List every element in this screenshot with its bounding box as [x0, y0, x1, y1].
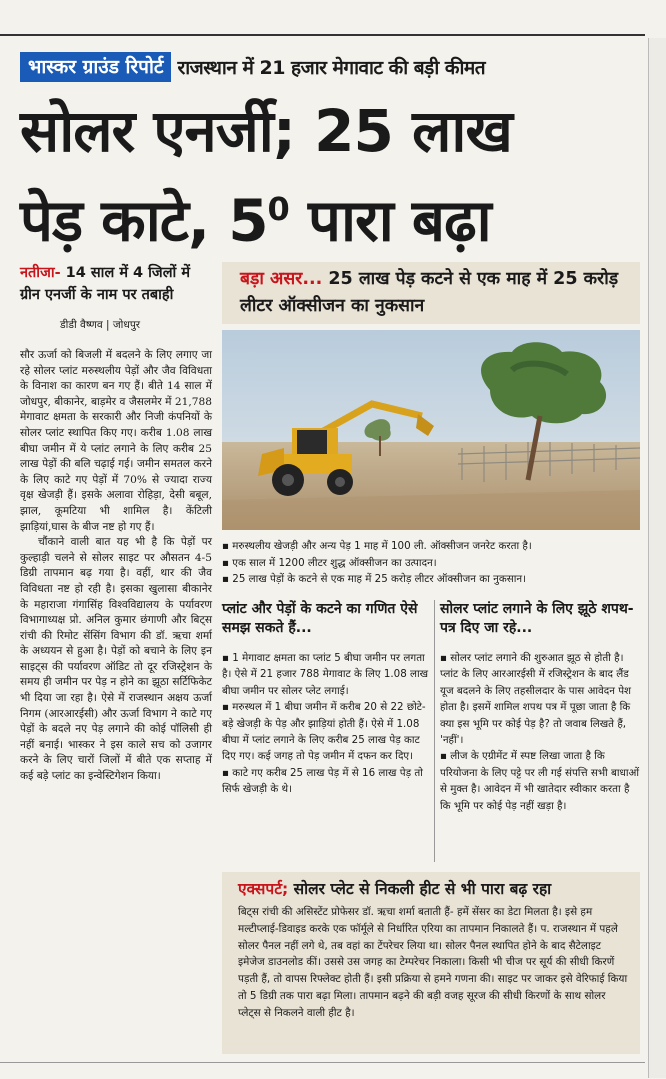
left-column [20, 348, 212, 785]
byline: डीडी वैष्णव | जोधपुर [60, 319, 141, 331]
asar-box [222, 262, 640, 324]
photo-bullet-1: ▪ मरुस्थलीय खेजड़ी और अन्य पेड़ 1 माह में 100 ली. ऑक्सीजन जनरेट करता है। [222, 538, 640, 555]
news-photo [222, 330, 640, 530]
bottom-rule [0, 1062, 645, 1079]
headline-line-2-suffix: पारा बढ़ा [288, 186, 491, 255]
middle-item-2: ▪ मरुस्थल में 1 बीघा जमीन में करीब 20 से 22 छोटे-बड़े खेजड़ी के पेड़ और झाड़ियां होती हैं। ऐसे में 1.08 बीघा में प्लांट लगाने के लिए करीब 25 लाख पेड़ काट दिए गए। कई जगह तो पेड़ जमीन में दफन कर दिए। [222, 699, 430, 765]
photo-bullet-2: ▪ एक साल में 1200 लीटर शुद्ध ऑक्सीजन का उत्पादन। [222, 555, 640, 572]
middle-column [222, 650, 430, 798]
brand-label: भास्कर ग्राउंड रिपोर्ट [20, 52, 171, 82]
left-paragraph-1: सौर ऊर्जा को बिजली में बदलने के लिए लगाए जा रहे सोलर प्लांट मरुस्थलीय पेड़ों और जैव विविधता के विनाश का कारण बन गए हैं। बीते 14 साल में जोधपुर, बीकानेर, बाड़मेर व जैसलमेर में 21,788 मेगावाट क्षमता के सरकारी और निजी कंपनियों के सोलर प्लांट स्थापित किए गए। करीब 1.08 लाख बीघा जमीन में ये प्लांट लगाने के लिए करीब 25 लाख पेड़ों की बलि चढ़ाई गई। जमीन समतल करने के लिए काटे गए पेड़ों में 70% से ज्यादा राज्य वृक्ष खेजड़ी हैं। इसके अलावा रोहिड़ा, देसी बबूल, झाल, कूमटिया भी शामिल है। केंटिली झाड़ियां,घास के बीज नष्ट हो गए हैं। [20, 349, 212, 533]
expert-heading [238, 878, 628, 900]
headline-line-2-prefix: पेड़ काटे, 5 [20, 186, 268, 255]
headline-line-2 [20, 170, 640, 259]
photo-bullet-3: ▪ 25 लाख पेड़ों के कटने से एक माह में 25 करोड़ लीटर ऑक्सीजन का नुकसान। [222, 571, 640, 588]
middle-item-1: ▪ 1 मेगावाट क्षमता का प्लांट 5 बीघा जमीन पर लगता है। ऐसे में 21 हजार 788 मेगावाट के लिए 1.08 लाख बीघा जमीन पर सोलर प्लेट लगाई। [222, 650, 430, 699]
headline-line-1: सोलर एनर्जी; 25 लाख [20, 97, 512, 165]
adjacent-column-strip [648, 38, 666, 1078]
expert-body: बिट्स रांची की असिस्टेंट प्रोफेसर डॉ. ऋचा शर्मा बताती हैं- हमें सेंसर का डेटा मिलता है। इसे हम मल्टीप्लाई-डिवाइड करके एक फॉर्मूले से निर्धारित एरिया का तापमान निकालते हैं। प. राजस्थान में पहले सोलर पैनल नहीं लगे थे, तब वहां का टेंपरेचर लिया था। सोलर पैनल स्थापित होने के बाद सैटेलाइट इमेजेज डाउनलोड कीं। उससे उस जगह का टेम्परेचर निकाला। किसी भी चीज पर सूर्य की सीधी किरणें पड़ती हैं, तो वापस रिफ्लेक्ट होती हैं। इसी प्रक्रिया से हमने गणना की। साइट पर जाकर इसे वेरिफाई किया तो 5 डिग्री तक पारा बढ़ा मिला। तापमान बढ़ने की बड़ी वजह सूरज की सीधी किरणों के साथ सोलर प्लेट्स से निकलने वाली हीट है। [238, 906, 628, 1019]
right-item-1: ▪ सोलर प्लांट लगाने की शुरुआत झूठ से होती है। प्लांट के लिए आरआरईसी में रजिस्ट्रेशन के बाद लैंड यूज बदलने के लिए तहसीलदार के पास आवेदन पेश होता है। इसमें शामिल शपथ पत्र में पूछा जाता है कि क्या इस भूमि पर कोई पेड़ है? तो जवाब लिखते हैं, 'नहीं'। [440, 650, 640, 748]
middle-column-heading: प्लांट और पेड़ों के कटने का गणित ऐसे समझ सकते हैं... [222, 601, 418, 636]
right-column [440, 650, 640, 814]
headline [20, 92, 640, 259]
asar-text: 25 लाख पेड़ कटने से एक माह में 25 करोड़ लीटर ऑक्सीजन का नुकसान [240, 269, 619, 316]
expert-label: एक्सपर्ट; [238, 880, 289, 898]
natija-text: 14 साल में 4 जिलों में ग्रीन एनर्जी के नाम पर तबाही [20, 265, 190, 303]
column-divider [434, 600, 435, 862]
right-column-heading: सोलर प्लांट लगाने के लिए झूठे शपथ-पत्र दिए जा रहे... [440, 601, 634, 636]
degree-sup: 0 [267, 190, 289, 228]
right-item-2: ▪ लीज के एग्रीमेंट में स्पष्ट लिखा जाता है कि परियोजना के लिए पट्टे पर ली गई संपत्ति सभी बाधाओं से मुक्त है। आवेदन में भी खातेदार स्वीकार करता है कि भूमि पर कोई पेड़ नहीं खड़ा है। [440, 748, 640, 814]
top-rule [0, 34, 645, 36]
photo-bullets [222, 538, 640, 588]
asar-label: बड़ा असर... [240, 269, 323, 289]
expert-heading-text: सोलर प्लेट से निकली हीट से भी पारा बढ़ रहा [288, 880, 552, 898]
middle-item-3: ▪ काटे गए करीब 25 लाख पेड़ में से 16 लाख पेड़ तो सिर्फ खेजड़ी के थे। [222, 765, 430, 798]
kicker-subtitle: राजस्थान में 21 हजार मेगावाट की बड़ी कीमत [177, 57, 486, 79]
expert-box [222, 872, 640, 1054]
excavator-tree-photo [222, 330, 640, 530]
natija-label: नतीजा- [20, 265, 61, 281]
left-paragraph-2: चौंकाने वाली बात यह भी है कि पेड़ों पर कुल्हाड़ी चलने से सोलर साइट पर औसतन 4-5 डिग्री तापमान बढ़ गया है। वहीं, थार की जैव विविधता नष्ट हो रही है। इसका खुलासा बीकानेर के महाराजा गंगासिंह विश्वविद्यालय के पर्यावरण विभागाध्यक्ष प्रो. अनिल कुमार छंगाणी और बिट्स रांची की रिमोट सेंसिंग विभाग की डॉ. ऋचा शर्मा के अध्ययन से हुआ है। पेड़ों को बचाने के लिए इन साइट्स की पर्यावरण ऑडिट तो दूर रजिस्ट्रेशन के समय ही जमीन पर पेड़ न होने का झूठा सर्टिफिकेट भी दिया जा रहा है। ऐसे में राजस्थान अक्षय ऊर्जा निगम (आरआरईसी) और ऊर्जा विभाग ने काटे गए पेड़ों के बदले नए पेड़ लगाने की कोई पॉलिसी ही नहीं बनाई। भास्कर ने इस काले सच को उजागर करने के लिए चारों जिलों में बीते एक सप्ताह में कई बड़े प्लांट का इन्वेस्टिगेशन किया। [20, 536, 212, 783]
kicker [20, 52, 640, 82]
natija-box [20, 262, 210, 306]
